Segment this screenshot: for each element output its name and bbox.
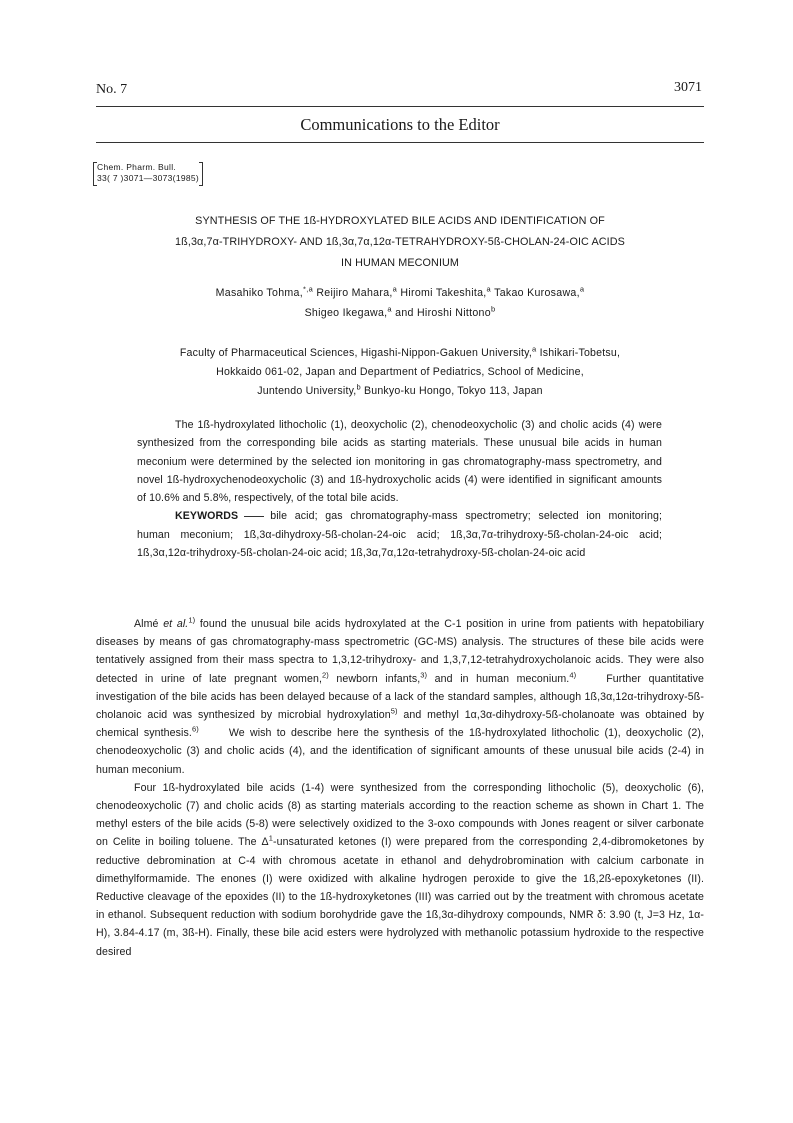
keywords-dash (244, 516, 264, 517)
section-title: Communications to the Editor (300, 115, 500, 134)
reference-mark: 5) (390, 706, 398, 716)
author-name: Reijiro Mahara, (316, 287, 393, 299)
citation-volume: 33( 7 )3071—3073(1985) (97, 173, 200, 183)
reference-mark: 6) (191, 724, 199, 734)
author-name: and Hiroshi Nittono (395, 307, 491, 319)
author-affil-mark: a (486, 284, 492, 294)
emphasis: et al. (163, 618, 189, 630)
title-line-1: SYNTHESIS OF THE 1ß-HYDROXYLATED BILE ACIDS AND IDENTIFICATION OF (195, 215, 605, 227)
keywords-label: KEYWORDS (175, 510, 239, 523)
superscript-mark: 1 (268, 833, 273, 843)
section-rule (96, 142, 704, 143)
reference-mark: 2) (322, 670, 329, 680)
affiliation-text: Ishikari-Tobetsu, (539, 347, 621, 359)
author-list (96, 283, 704, 323)
author-affil-mark: a (387, 304, 392, 314)
affiliation-text: Faculty of Pharmaceutical Sciences, Higashi-Nippon-Gakuen University, (179, 347, 533, 359)
abstract-text: The 1ß-hydroxylated lithocholic (1), deoxycholic (2), chenodeoxycholic (3) and cholic acids (4) were synthesized from the corresponding bile acids as starting materials. These unusual bile acids in human meconium were determined by the selected ion monitoring in gas chromatography-mass spectrometry, and novel 1ß-hydroxychenodeoxycholic (3) and 1ß-hydroxycholic acids (4) were identified in significant amounts of 10.6% and 5.8%, respectively, of the total bile acids. (137, 419, 662, 505)
title-line-2: 1ß,3α,7α-TRIHYDROXY- AND 1ß,3α,7α,12α-TETRAHYDROXY-5ß-CHOLAN-24-OIC ACIDS (175, 236, 625, 248)
title-line-3: IN HUMAN MECONIUM (340, 257, 460, 269)
author-name: Hiromi Takeshita, (400, 287, 487, 299)
author-affil-mark: *,a (302, 284, 314, 294)
author-name: Shigeo Ikegawa, (304, 307, 388, 319)
header-rule (96, 106, 704, 107)
author-name: Takao Kurosawa, (494, 287, 580, 299)
abstract (137, 416, 662, 562)
body-paragraph: Four 1ß-hydroxylated bile acids (1-4) were synthesized from the corresponding lithocholic (5), deoxycholic (6), chenodeoxycholic (7) and cholic acids (8) as starting materials according to the reaction scheme as shown in Chart 1. The methyl esters of the bile acids (5-8) were selectively oxidized to the 3-oxo compounds with Jones reagent or silver carbonate on Celite in boiling toluene. The $\Delta^1$-unsaturated ketones (I) were prepared from the corresponding 2,4-dibromoketones by reductive debromination at C-4 with chromous acetate in ethanol and dehydrobromination with calcium carbonate in dimethylformamide. The enones (I) were oxidized with alkaline hydrogen peroxide to give the 1ß,2ß-epoxyketones (II). Reductive cleavage of the epoxides (II) to the 1ß-hydroxyketones (III) was carried out by the treatment with chromous acetate in ethanol. Subsequent reduction with sodium borohydride gave the 1ß,3α-dihydroxy compounds, NMR δ: 3.90 (t, J=3 Hz, 1α-H), 3.84-4.17 (m, 3ß-H). Finally, these bile acid esters were hydrolyzed with methanolic potassium hydroxide to the respective desired (96, 781, 704, 958)
affiliation-mark: b (356, 382, 361, 392)
body-paragraph: Almé et al.$^{1)}$ found the unusual bile acids hydroxylated at the C-1 position in urine from patients with hepatobiliary diseases by means of gas chromatography-mass spectrometric (GC-MS) analysis. The structures of these bile acids were tentatively assigned from their mass spectra to 1,3,12-trihydroxy- and 1,3,7,12-tetrahydroxycholanoic acids. They were also detected in urine of late pregnant women,$^{2)}$ newborn infants,$^{3)}$ and in human meconium.$^{4)}$ Further quantitative investigation of the bile acids has been delayed because of a lack of the standard samples, although 1ß,3α,12α-trihydroxy-5ß-cholanoic acid was synthesized by microbial hydroxylation$^{5)}$ and methyl 1α,3α-dihydroxy-5ß-cholanoate was obtained by chemical synthesis.$^{6)}$ We wish to describe here the synthesis of the 1ß-hydroxylated lithocholic (1), deoxycholic (2), chenodeoxycholic (3) and cholic acids (4), and the identification of significant amounts of these unusual bile acids (2-4) in human meconium. (96, 615, 704, 776)
keywords-list: bile acid; gas chromatography-mass spectrometry; selected ion monitoring; human meconium; 1ß,3α-dihydroxy-5ß-cholan-24-oic acid; 1ß,3α,7α-trihydroxy-5ß-cholan-24-oic acid; 1ß,3α,12α-trihydroxy-5ß-cholan-24-oic acid; 1ß,3α,7α,12α-tetrahydroxy-5ß-cholan-24-oic acid (137, 510, 662, 560)
citation-journal: Chem. Pharm. Bull. (97, 162, 177, 172)
author-affil-mark: a (579, 284, 585, 294)
author-affil-mark: b (490, 304, 496, 314)
affiliation-text: Hokkaido 061-02, Japan and Department of Pediatrics, School of Medicine, (216, 366, 584, 378)
page-number: 3071 (674, 80, 702, 95)
affiliation-block (96, 344, 704, 401)
reference-mark: 4) (569, 670, 577, 680)
keywords-paragraph (137, 507, 662, 562)
affiliation-text: Bunkyo-ku Hongo, Tokyo 113, Japan (363, 385, 543, 397)
body-text (96, 615, 704, 961)
article-title (96, 211, 704, 274)
reference-mark: 3) (420, 670, 428, 680)
author-affil-mark: a (392, 284, 398, 294)
running-header-issue: No. 7 (96, 82, 128, 97)
affiliation-text: Juntendo University, (257, 385, 357, 397)
reference-mark: 1) (188, 615, 196, 625)
citation-box (93, 162, 203, 184)
affiliation-mark: a (532, 344, 537, 354)
author-name: Masahiko Tohma, (215, 287, 303, 299)
